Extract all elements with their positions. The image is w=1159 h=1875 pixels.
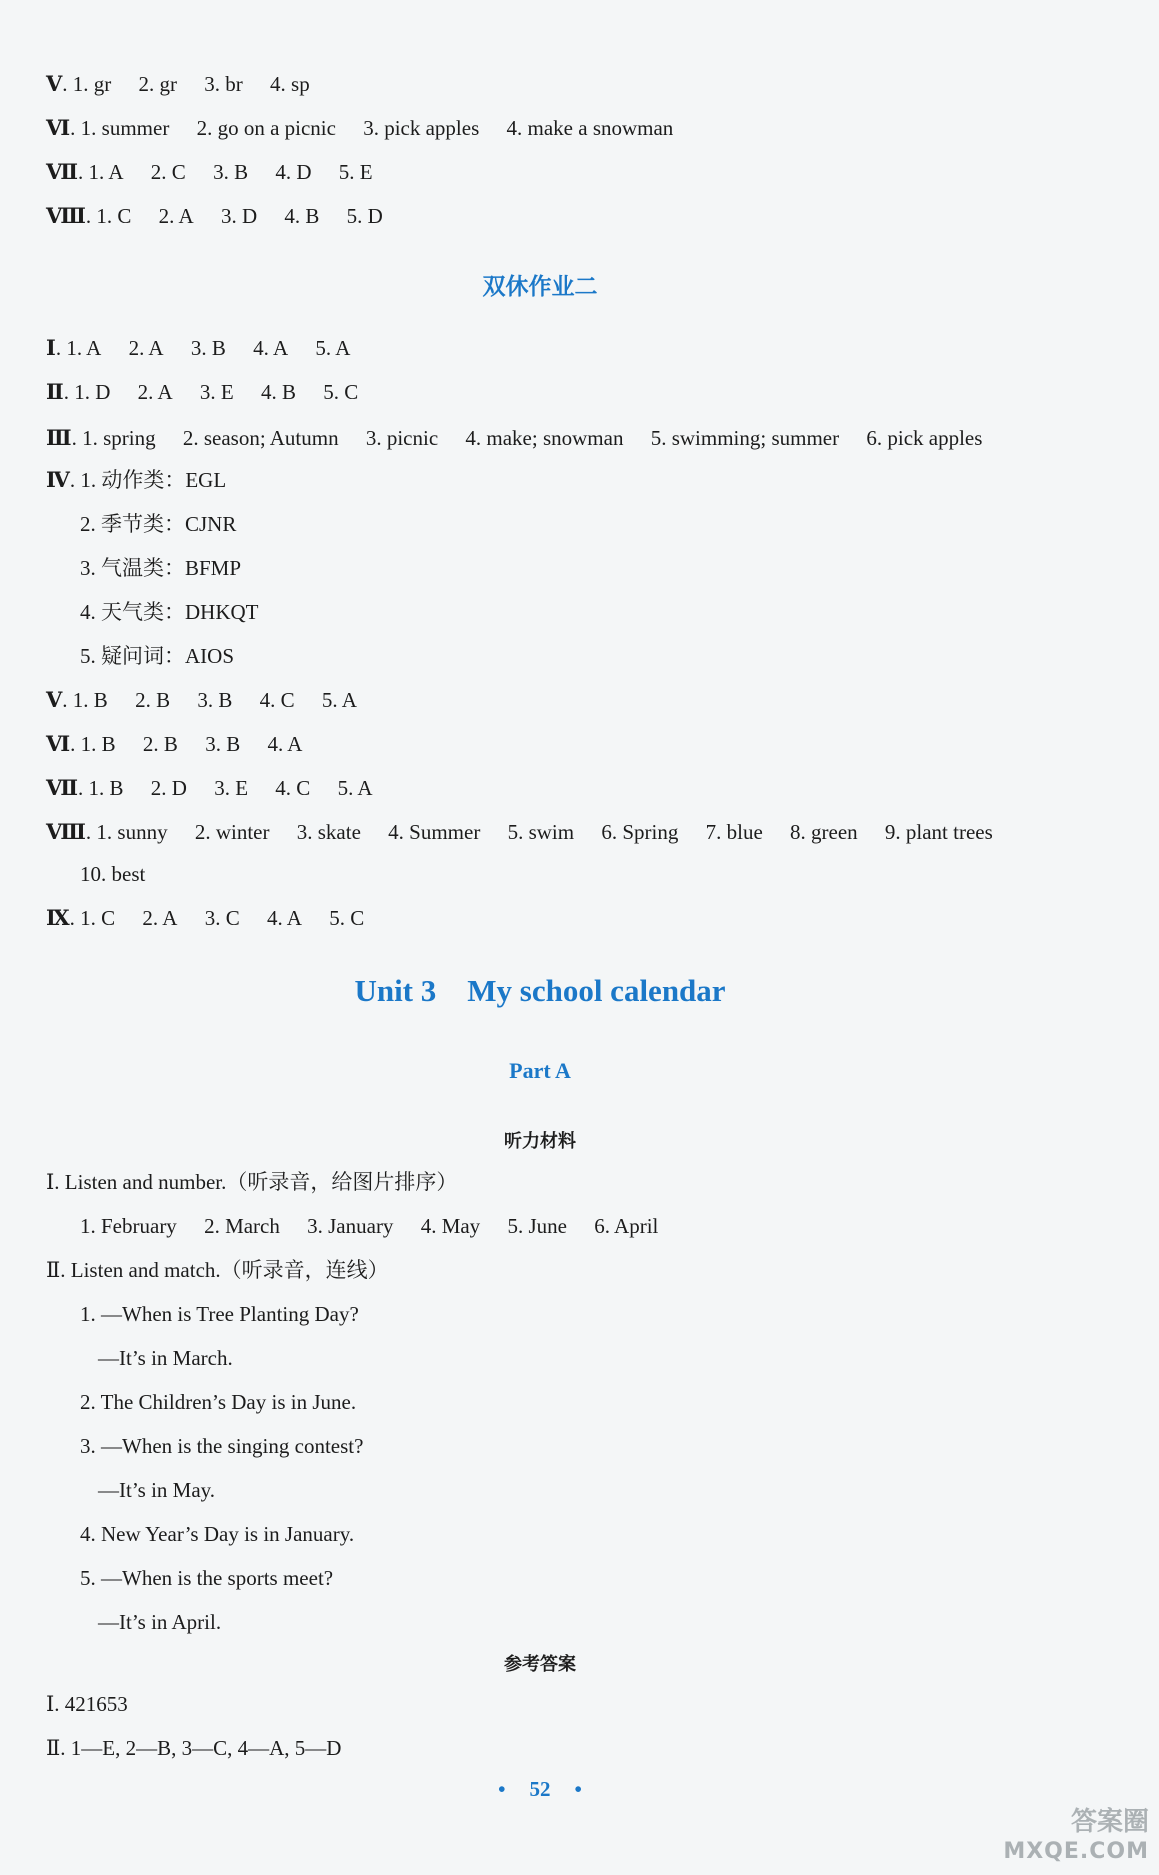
part-title: Part A [509,1058,571,1083]
reference-answers-title: 参考答案 [504,1654,576,1675]
answer-row-ref-ii: Ⅱ. 1—E, 2—B, 3—C, 4—A, 5—D [46,1736,342,1760]
answer-item: 2. D [150,776,187,800]
answer-row-vi: Ⅵ. 1. summer 2. go on a picnic 3. pick apples 4. make a snowman [46,116,674,140]
answer-item: 4. B [284,204,320,228]
answer-item: 3. picnic [365,426,439,450]
answer-row-iv-5: 5. 疑问词：AIOS [80,644,235,668]
answer-item: 4. make; snowman [465,426,624,450]
roman-numeral: Ⅷ [46,204,86,228]
answer-row-viii: Ⅷ. 1. C 2. A 3. D 4. B 5. D [46,204,383,228]
answer-item: 2. winter [194,820,270,844]
answer-item: 4. A [266,906,302,930]
roman-numeral: Ⅵ [46,732,71,756]
answer-item: 5. C [323,380,359,404]
answer-item: 5. D [346,204,383,228]
answer-item: 3. E [199,380,234,404]
answer-item: 4. A [253,336,289,360]
answer-item: 3. B [213,160,249,184]
listening-question-i: Ⅰ. Listen and number.（听录音，给图片排序） [46,1170,458,1194]
answer-item: 2. season; Autumn [182,426,339,450]
answer-row-iv-4: 4. 天气类：DHKQT [80,600,259,624]
answer-item: 1. B [88,776,124,800]
answer-item: 1. B [80,732,116,756]
answer-item: 1. D [74,380,111,404]
answer-item: 4. A [267,732,303,756]
answer-row-viii2-cont: 10. best [80,862,146,886]
answer-row-ii: Ⅱ. 1. D 2. A 3. E 4. B 5. C [46,380,359,404]
answer-row-vii2: Ⅶ. 1. B 2. D 3. E 4. C 5. A [46,776,373,800]
answer-row-v2: Ⅴ. 1. B 2. B 3. B 4. C 5. A [46,688,357,712]
roman-numeral: Ⅶ [46,776,79,800]
roman-numeral: Ⅸ [46,906,70,930]
dialogue-line: —It’s in April. [98,1610,222,1634]
answer-item: 6. April [594,1214,659,1238]
answer-item: 3. B [190,336,226,360]
answer-item: 4. B [260,380,296,404]
dialogue-line: 1. —When is Tree Planting Day? [80,1302,359,1326]
answer-row-iv: Ⅳ. 1. 动作类：EGL [46,468,227,492]
answer-item: 5. swim [507,820,575,844]
watermark-logo [1003,1807,1149,1867]
answer-item: 8. green [790,820,858,844]
watermark-text: 答案圈 [1070,1807,1149,1837]
answer-item: 9. plant trees [884,820,993,844]
dialogue-line: —It’s in May. [98,1478,216,1502]
roman-numeral: Ⅴ [46,72,63,96]
listening-material-title: 听力材料 [504,1131,576,1152]
answer-item: 3. skate [296,820,361,844]
answer-item: 3. January [307,1214,394,1238]
answer-item: 3. br [204,72,243,96]
answer-item: 5. A [315,336,351,360]
listening-question-ii: Ⅱ. Listen and match.（听录音，连线） [46,1258,389,1282]
answer-item: 1. B [72,688,108,712]
answer-item: 3. D [220,204,258,228]
answer-row-v: Ⅴ. 1. gr 2. gr 3. br 4. sp [46,72,310,96]
answer-item: 1. sunny [96,820,168,844]
answer-item: 5. C [329,906,365,930]
answer-item: 5. E [338,160,373,184]
answer-item: 2. gr [138,72,178,96]
roman-numeral: Ⅵ [46,116,71,140]
answer-item: 3. B [197,688,233,712]
answer-item: 5. swimming; summer [650,426,840,450]
answer-item: 3. B [205,732,241,756]
answer-item: 4. sp [270,72,310,96]
answer-row-viii2: Ⅷ. 1. sunny 2. winter 3. skate 4. Summer 5. swim 6. Spring 7. blue 8. green 9. plant trees [46,820,993,844]
answer-row-ref-i: Ⅰ. 421653 [46,1692,128,1716]
dialogue-line: 4. New Year’s Day is in January. [80,1522,355,1546]
roman-numeral: Ⅴ [46,688,63,712]
answer-item: 2. B [135,688,171,712]
answer-item: 1. 动作类：EGL [80,468,227,492]
answer-item: 2. A [158,204,194,228]
dialogue-line: 5. —When is the sports meet? [80,1566,334,1590]
answer-item: 2. go on a picnic [196,116,336,140]
bullet-icon: • [498,1777,506,1801]
answer-item: 2. A [142,906,178,930]
page-number-value: 52 [529,1777,551,1801]
answer-item: 5. June [507,1214,567,1238]
answer-item: 4. make a snowman [506,116,674,140]
page-number [0,1777,1080,1802]
answer-item: 3. C [204,906,240,930]
dialogue-line: 2. The Children’s Day is in June. [80,1390,357,1414]
answer-item: 4. May [420,1214,481,1238]
answer-row-i: Ⅰ. 1. A 2. A 3. B 4. A 5. A [46,336,351,360]
answer-item: 1. C [96,204,132,228]
answer-item: 4. C [259,688,295,712]
roman-numeral: Ⅶ [46,160,79,184]
roman-numeral: Ⅷ [46,820,86,844]
answer-item: 2. A [137,380,173,404]
dialogue-line: 3. —When is the singing contest? [80,1434,364,1458]
answer-row-iii: Ⅲ. 1. spring 2. season; Autumn 3. picnic 4. make; snowman 5. swimming; summer 6. pick apples [46,426,983,450]
answer-item: 6. pick apples [866,426,983,450]
answer-item: 4. C [275,776,311,800]
answer-item: 6. Spring [601,820,679,844]
watermark-url: MXQE.COM [1003,1839,1149,1864]
answer-item: 1. C [80,906,116,930]
answer-item: 1. A [88,160,124,184]
answer-item: 4. D [275,160,312,184]
answer-item: 2. B [142,732,178,756]
section-title: 双休作业二 [482,274,598,300]
answer-row-iv-3: 3. 气温类：BFMP [80,556,242,580]
bullet-icon: • [574,1777,582,1801]
listening-i-items [80,1212,658,1240]
roman-numeral: Ⅳ [46,468,70,492]
dialogue-line: —It’s in March. [98,1346,233,1370]
answer-row-iv-2: 2. 季节类：CJNR [80,512,237,536]
answer-item: 2. A [128,336,164,360]
answer-row-vi2: Ⅵ. 1. B 2. B 3. B 4. A [46,732,303,756]
answer-item: 2. March [204,1214,280,1238]
answer-item: 3. E [214,776,249,800]
answer-item: 1. A [66,336,102,360]
answer-item: 1. spring [82,426,156,450]
answer-item: 1. February [80,1214,177,1238]
answer-item: 2. C [150,160,186,184]
answer-item: 5. A [337,776,373,800]
answer-row-vii: Ⅶ. 1. A 2. C 3. B 4. D 5. E [46,160,373,184]
answer-item: 1. summer [80,116,170,140]
roman-numeral: Ⅲ [46,426,72,450]
answer-item: 1. gr [72,72,112,96]
unit-title: Unit 3 My school calendar [354,973,726,1008]
roman-numeral: Ⅱ [46,380,64,404]
answer-row-ix: Ⅸ. 1. C 2. A 3. C 4. A 5. C [46,906,365,930]
answer-item: 4. Summer [388,820,481,844]
roman-numeral: Ⅰ [46,336,56,360]
answer-item: 7. blue [705,820,763,844]
answer-item: 3. pick apples [363,116,480,140]
answer-item: 5. A [321,688,357,712]
